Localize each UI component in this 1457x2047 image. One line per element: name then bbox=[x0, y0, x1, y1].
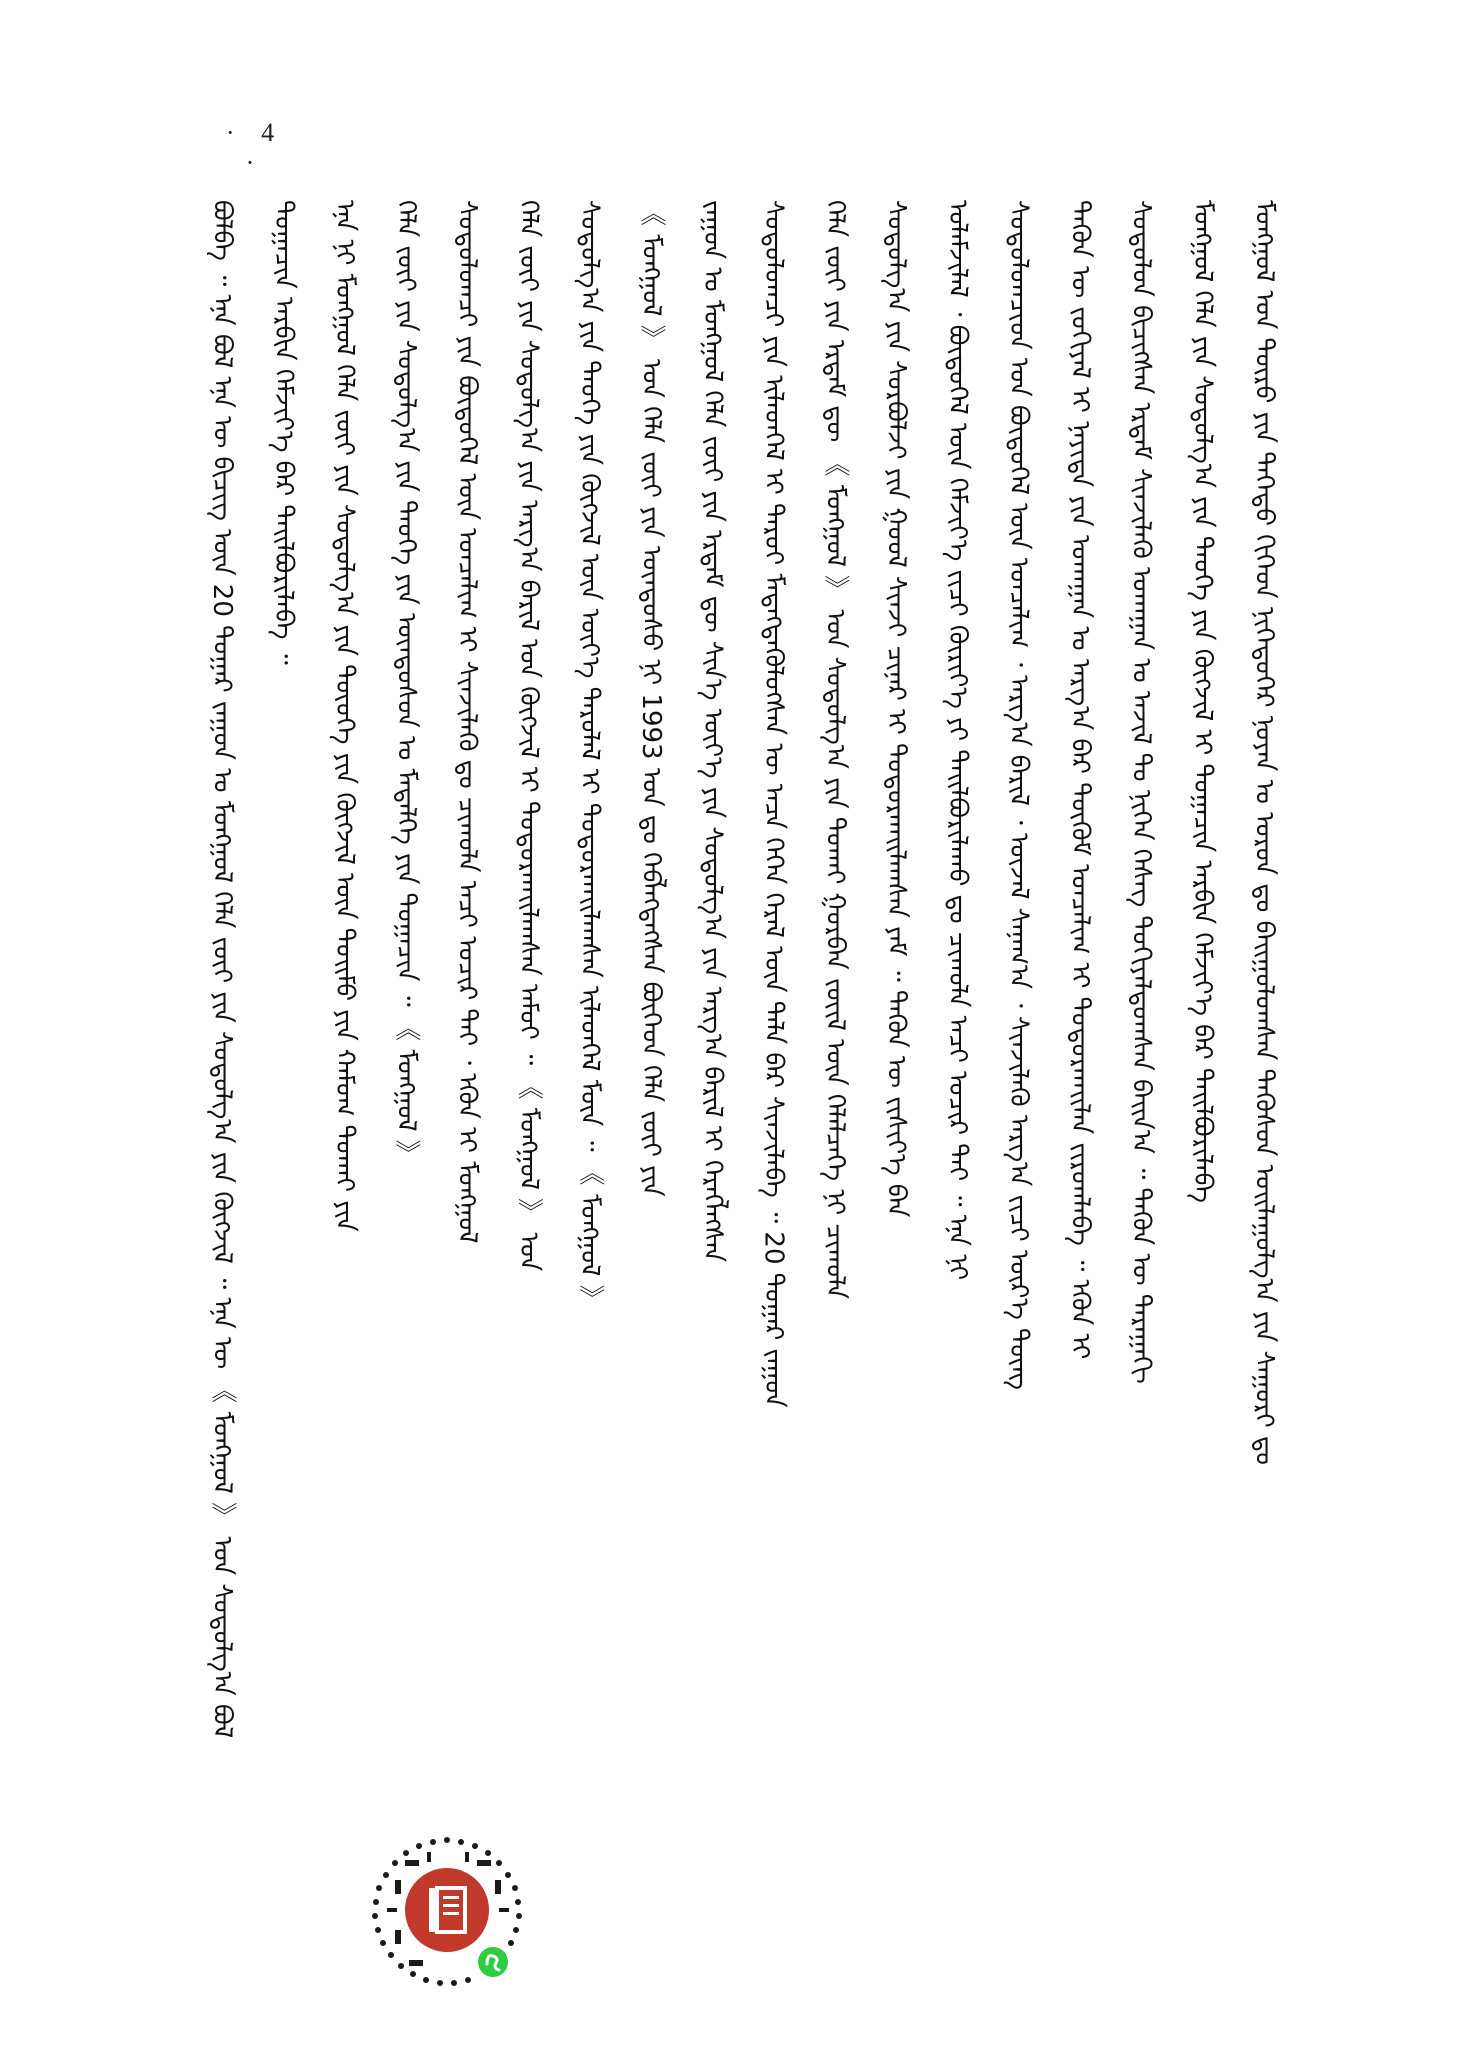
text-column: ᠬᠡᠯᠡ ᠵᠦᠢ ᠶᠢᠨ ᠰᠤᠳᠤᠯᠭ᠎ᠠ ᠶᠢᠨ ᠲᠡᠦᠬᠡ ᠶᠢᠨ ᠦᠨᠳᠦᠰᠦᠨ ᠤ ᠮᠡᠳᠡᠯᠭᠡ ᠶᠢᠨ ᠲᠣᠭᠠᠴᠢᠨ ᠃ 《 ᠮᠣᠩᠭᠣᠯ 》 bbox=[390, 200, 421, 1166]
text-column: ᠰᠤᠳᠤᠯᠤᠭᠴᠢᠳ ᠤᠨ ᠪᠦᠲᠦᠭᠡᠯ ᠦᠨ ᠣᠨᠴᠠᠯᠢᠭ ᠂ ᠠᠷᠭ᠎ᠠ ᠪᠠᠷᠢᠯ ᠂ ᠦᠵᠡᠯ ᠰᠠᠨᠠᠭ᠎ᠠ ᠂ ᠰᠢᠨᠵᠢᠯᠡᠬᠦ ᠠᠷᠭ᠎ᠠ ᠵᠢᠴᠢ ᠦᠷ᠎ᠡ ᠳᠦᠩ bbox=[1003, 200, 1034, 1390]
text-column: ᠲᠣᠭᠠᠴᠢᠨ ᠠᠷᠪᠢᠨ ᠬᠡᠮᠵᠢᠶ᠎ᠡ ᠪᠡᠷ ᠲᠠᠢᠯᠪᠤᠷᠢᠯᠠᠪᠠ ᠃ bbox=[268, 200, 299, 665]
text-column: ᠪᠣᠯᠪᠠ ᠃ ᠡᠨᠡ ᠪᠣᠯ ᠡᠨᠡ ᠦ ᠪᠢᠴᠢᠭ ᠦᠨ 20 ᠳᠤᠭᠠᠷ ᠵᠠᠭᠤᠨ ᠤ ᠮᠣᠩᠭᠣᠯ ᠬᠡᠯᠡ ᠵᠦᠢ ᠶᠢᠨ ᠰᠤᠳᠤᠯᠭ᠎ᠠ ᠶᠢᠨ ᠬᠥᠭᠵᠢᠯ ᠃ ᠡᠨᠡ ᠦ 《 ᠮᠣᠩᠭᠣᠯ 》 ᠤᠨ ᠰᠤᠳᠤᠯᠭ᠎ᠠ ᠪᠣᠯ bbox=[207, 200, 237, 1739]
text-column: ᠤᠯᠠᠮᠵᠢᠯᠠᠯ ᠂ ᠪᠦᠲᠦᠭᠡᠯ ᠦᠨ ᠬᠡᠮᠵᠢᠶ᠎ᠡ ᠵᠢᠴᠢ ᠬᠦᠷᠢᠶ᠎ᠡ ᠶᠢ ᠲᠠᠢᠯᠪᠤᠷᠢᠯᠠᠬᠤ ᠳᠤ ᠴᠢᠬᠤᠯᠠ ᠠᠴᠢ ᠤᠴᠢᠷ ᠲᠠᠢ ᠃ ᠡᠨᠡ ᠨᠢ bbox=[942, 200, 973, 1281]
text-column: ᠮᠣᠩᠭᠣᠯ ᠬᠡᠯᠡ ᠶᠢᠨ ᠰᠤᠳᠤᠯᠭ᠎ᠠ ᠶᠢᠨ ᠲᠡᠦᠬᠡ ᠶᠢᠨ ᠬᠥᠭᠵᠢᠯ ᠢ ᠲᠣᠭᠠᠴᠢᠨ ᠠᠷᠪᠢᠨ ᠬᠡᠮᠵᠢᠶ᠎ᠡ ᠪᠡᠷ ᠲᠠᠢᠯᠪᠤᠷᠢᠯᠠᠪᠠ bbox=[1187, 200, 1218, 1203]
text-column: ᠰᠤᠳᠤᠯᠭ᠎ᠠ ᠶᠢᠨ ᠲᠡᠦᠬᠡ ᠶᠢᠨ ᠬᠥᠭᠵᠢᠯ ᠦᠨ ᠦᠶ᠎ᠡ ᠳᠠᠷᠤᠯᠠᠯ ᠢ ᠲᠣᠳᠤᠷᠬᠠᠢᠯᠠᠭᠰᠠᠨ ᠢᠯᠡᠳᠬᠡᠯ ᠮᠥᠨ ᠃ 《 ᠮᠣᠩᠭᠣᠯ 》 bbox=[574, 200, 605, 1311]
text-column: ᠮᠣᠩᠭᠣᠯ ᠤᠨ ᠲᠦᠷᠦ ᠶᠢᠨ ᠳᠡᠭᠡᠳᠦ ᠬᠢᠭᠡᠳ ᠨᠢᠭᠡᠳᠦᠭᠡᠷ ᠨᠣᠶᠠᠨ ᠤ ᠣᠷᠣᠨ ᠳᠤ ᠪᠠᠢᠭᠤᠯᠤᠭᠰᠠᠨ ᠲᠡᠭᠦᠰᠦᠨ ᠣᠢᠯᠠᠭᠤᠯᠭ᠎ᠠ ᠶᠢᠨ ᠰᠠᠭᠤᠷᠢ ᠳᠤ bbox=[1248, 200, 1279, 1465]
mini-program-icon bbox=[478, 1947, 508, 1977]
text-column: 《 ᠮᠣᠩᠭᠣᠯ 》 ᠤᠨ ᠬᠡᠯᠡ ᠵᠦᠢ ᠶᠢᠨ ᠦᠨᠳᠦᠰᠦ ᠨᠢ 1993 ᠣᠨ ᠳᠤ ᠬᠡᠪᠯᠡᠭᠳᠡᠭᠰᠡᠨ ᠪᠥᠭᠡᠳ ᠬᠡᠯᠡ ᠵᠦᠢ ᠶᠢᠨ bbox=[635, 200, 666, 1197]
qr-code-badge[interactable] bbox=[365, 1830, 530, 1995]
text-column: ᠡᠨᠡ ᠨᠢ ᠮᠣᠩᠭᠣᠯ ᠬᠡᠯᠡ ᠵᠦᠢ ᠶᠢᠨ ᠰᠤᠳᠤᠯᠭ᠎ᠠ ᠶᠢᠨ ᠲᠦᠦᠬᠡ ᠶᠢᠨ ᠬᠥᠭᠵᠢᠯ ᠦᠨ ᠲᠣᠢᠮᠤ ᠶᠢᠨ ᠬᠠᠮᠤᠭ ᠲᠤᠬᠠᠢ ᠶᠢᠨ bbox=[329, 200, 360, 1232]
logo-circle bbox=[405, 1868, 489, 1952]
page-number: · 4 · bbox=[225, 118, 285, 177]
text-column: ᠵᠠᠭᠤᠨ ᠤ ᠮᠣᠩᠭᠣᠯ ᠬᠡᠯᠡ ᠵᠦᠢ ᠶᠢᠨ ᠡᠷᠳᠡᠮ ᠳᠦ ᠰᠢᠨ᠎ᠡ ᠦᠶ᠎ᠡ ᠶᠢᠨ ᠰᠤᠳᠤᠯᠭ᠎ᠠ ᠶᠢᠨ ᠠᠷᠭ᠎ᠠ ᠪᠠᠷᠢᠯ ᠢ ᠬᠡᠷᠡᠭᠯᠡᠭᠰᠡᠨ bbox=[697, 200, 728, 1263]
text-column: ᠰᠤᠳᠤᠯᠤᠨ ᠪᠢᠴᠢᠭᠰᠡᠨ ᠡᠷᠳᠡᠮ ᠰᠢᠨᠵᠢᠯᠡᠬᠦ ᠤᠬᠠᠭᠠᠨ ᠤ ᠠᠵᠢᠯ ᠲᠤ ᠨᠢᠭᠡᠨ ᠬᠡᠰᠡᠭ ᠲᠣᠬᠢᠶᠠᠯᠳᠤᠭᠰᠠᠨ ᠪᠠᠢᠨ᠎ᠠ ᠃ ᠲᠡᠭᠦᠨ ᠦ ᠳᠠᠷᠠᠭᠠᠬᠢ bbox=[1126, 200, 1157, 1384]
text-column: ᠰᠤᠳᠤᠯᠤᠭᠴᠢ ᠶᠢᠨ ᠪᠦᠲᠦᠭᠡᠯ ᠦᠨ ᠣᠨᠴᠠᠯᠢᠭ ᠢ ᠰᠢᠨᠵᠢᠯᠡᠬᠦ ᠳᠤ ᠴᠢᠬᠤᠯᠠ ᠠᠴᠢ ᠤᠴᠢᠷ ᠲᠠᠢ ᠂ ᠡᠭᠦᠨ ᠢ ᠮᠣᠩᠭᠣᠯ bbox=[452, 200, 483, 1244]
text-column: ᠲᠡᠭᠦᠨ ᠦ ᠵᠣᠬᠢᠶᠠᠯ ᠢ ᠨᠡᠶᠢᠲᠡ ᠶᠢᠨ ᠤᠬᠠᠭᠠᠨ ᠤ ᠠᠷᠭ᠎ᠠ ᠪᠠᠷ ᠳᠦᠭᠦᠮ ᠣᠨᠴᠠᠯᠢᠭ ᠢ ᠲᠣᠳᠤᠷᠬᠠᠢᠯᠠᠨ ᠵᠢᠷᠤᠭᠯᠠᠪᠠ ᠃ ᠡᠭᠦᠨ ᠢ bbox=[1064, 200, 1095, 1360]
text-column: ᠬᠡᠯᠡ ᠵᠦᠢ ᠶᠢᠨ ᠰᠤᠳᠤᠯᠭ᠎ᠠ ᠶᠢᠨ ᠠᠷᠭ᠎ᠠ ᠪᠠᠷᠢᠯ ᠤᠨ ᠬᠥᠭᠵᠢᠯ ᠢ ᠲᠣᠳᠤᠷᠬᠠᠢᠯᠠᠭᠰᠠᠨ ᠠᠮᠤᠢ ᠃ 《 ᠮᠣᠩᠭᠣᠯ 》 ᠤᠨ bbox=[513, 200, 544, 1272]
text-column: ᠰᠤᠳᠤᠯᠭ᠎ᠠ ᠶᠢᠨ ᠰᠤᠷᠪᠤᠯᠵᠢ ᠶᠢᠨ ᠭᠣᠣᠯ ᠰᠢᠨᠵᠢ ᠴᠢᠨᠠᠷ ᠢ ᠲᠣᠳᠤᠷᠬᠠᠢᠯᠠᠭᠰᠠᠨ ᠶᠠᠮ ᠃ ᠲᠡᠭᠦᠨ ᠦ ᠵᠢᠱᠢᠶ᠎ᠡ ᠪᠡᠨ bbox=[881, 200, 912, 1218]
text-column: ᠰᠤᠳᠤᠯᠤᠭᠴᠢ ᠶᠢᠨ ᠢᠯᠡᠳᠬᠡᠯ ᠢ ᠳᠠᠷᠤᠢ ᠮᠡᠳᠡᠭᠳᠡᠭᠦᠯᠦᠭᠰᠡᠨ ᠦ ᠠᠴᠠ ᠭᠡᠭᠡᠨ ᠭᠡᠷᠡᠯ ᠦᠨ ᠲᠠᠯᠠ ᠪᠠᠷ ᠰᠢᠨᠵᠢᠯᠡᠪᠡ ᠃ 20 ᠳᠤᠭᠠᠷ ᠵᠠᠭᠤᠨ bbox=[758, 200, 789, 1408]
mongolian-text-block bbox=[205, 200, 1285, 1900]
text-column: ᠬᠡᠯᠡ ᠵᠦᠢ ᠶᠢᠨ ᠡᠷᠳᠡᠮ ᠳᠦ 《 ᠮᠣᠩᠭᠣᠯ 》 ᠤᠨ ᠰᠤᠳᠤᠯᠭ᠎ᠠ ᠶᠢᠨ ᠲᠤᠬᠠᠢ ᠭᠤᠷᠪᠠᠨ ᠵᠦᠢᠯ ᠦᠨ ᠬᠡᠯᠡᠯᠴᠡᠭᠡ ᠨᠢ ᠴᠢᠬᠤᠯᠠ bbox=[819, 200, 850, 1299]
